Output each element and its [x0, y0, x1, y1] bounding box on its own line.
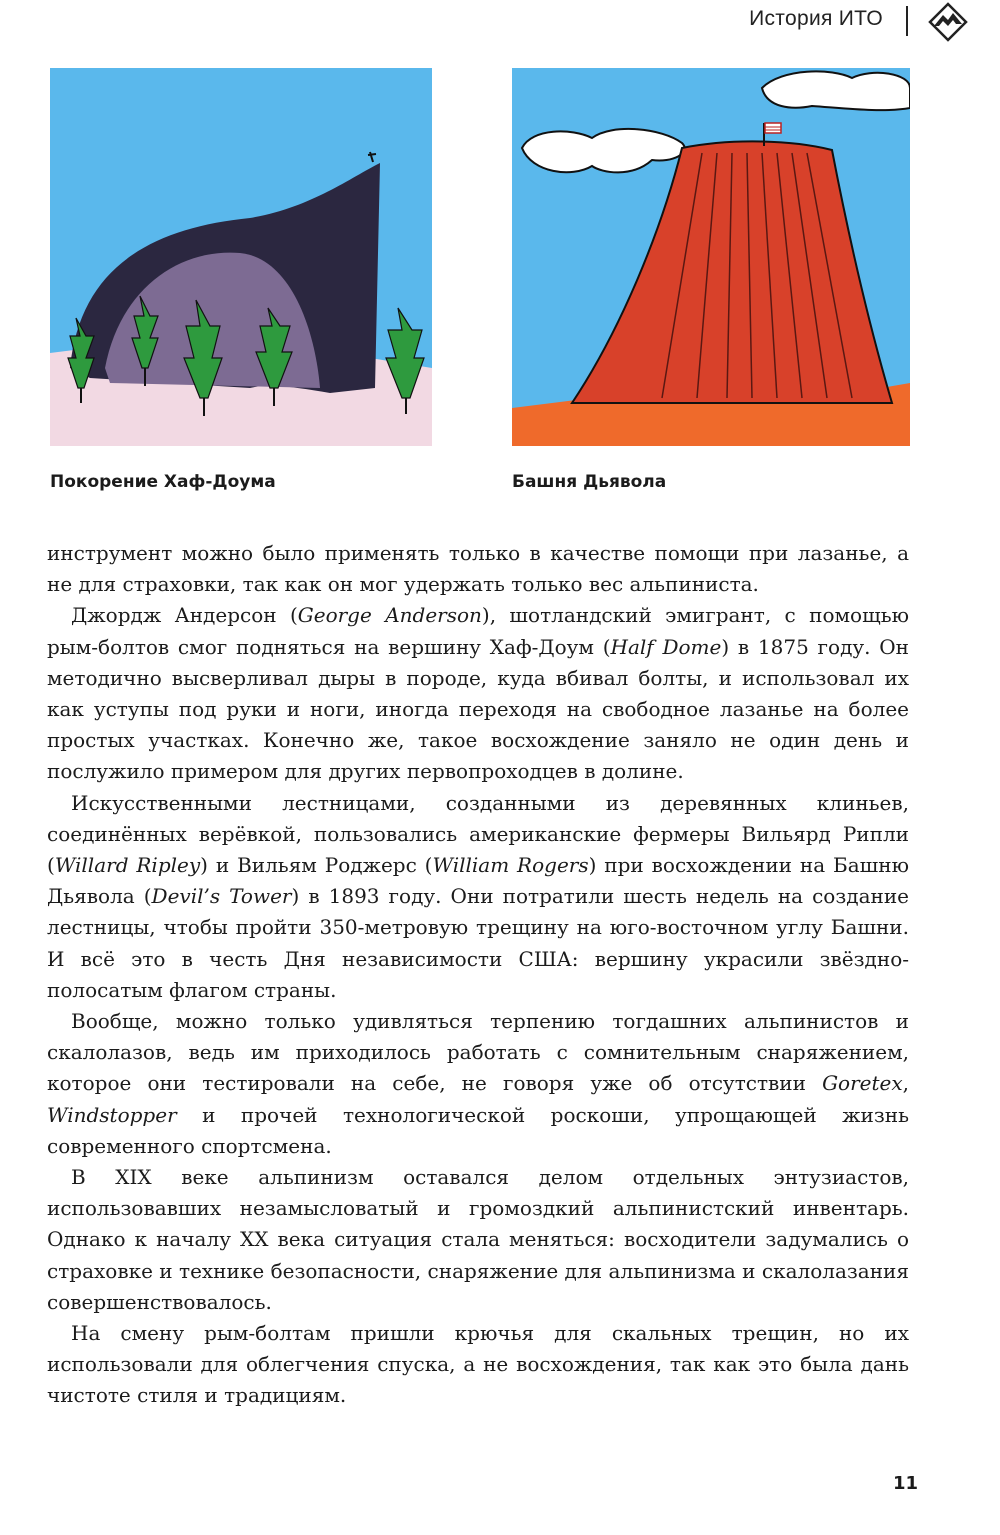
- paragraph: Вообще, можно только удивляться терпению тогдашних альпинистов и скалолазов, ведь им приходилось работать с сомнительным снаряжением, которое они тестировали на себе, не говоря уже об отсутствии Goretex, Windstopper и прочей технологической роскоши, упрощающей жизнь современного спортсмена.: [47, 1009, 909, 1158]
- body-text: [47, 538, 909, 1412]
- half-dome-illustration: [50, 68, 432, 446]
- header-divider: [906, 6, 908, 36]
- figure-caption-half-dome: Покорение Хаф-Доума: [50, 472, 276, 492]
- paragraph: На смену рым-болтам пришли крючья для скальных трещин, но их использовали для облегчения спуска, а не восхождения, так как это была дань чистоте стиля и традициям.: [47, 1321, 909, 1408]
- page-number: 11: [893, 1473, 919, 1494]
- mountain-logo-icon: [928, 2, 968, 42]
- paragraph: Искусственными лестницами, созданными из деревянных клиньев, соединённых верёвкой, пользовались американские фермеры Вильярд Рипли (Willard Ripley) и Вильям Роджерс (William Rogers) при восхождении на Башню Дьявола (Devil’s Tower) в 1893 году. Они потратили шесть недель на создание лестницы, чтобы пройти 350-метровую трещину на юго-восточном углу Башни. И всё это в честь Дня независимости США: вершину украсили звёздно-полосатым флагом страны.: [47, 790, 909, 1002]
- paragraph: Джордж Андерсон (George Anderson), шотландский эмигрант, с помощью рым-болтов смог подняться на вершину Хаф-Доум (Half Dome) в 1875 году. Он методично высверливал дыры в породе, куда вбивал болты, и использовал их как уступы под руки и ноги, иногда переходя на свободное лазанье на более простых участках. Конечно же, такое восхождение заняло не один день и послужило примером для других первопроходцев в долине.: [47, 603, 909, 784]
- running-header-title: История ИТО: [749, 7, 883, 30]
- paragraph: В XIX веке альпинизм оставался делом отдельных энтузиастов, использовавших незамысловатый и громоздкий альпинистский инвентарь. Однако к началу XX века ситуация стала меняться: восходители задумались о страховке и технике безопасности, снаряжение для альпинизма и скалолазания совершенствовалось.: [47, 1165, 909, 1314]
- devils-tower-illustration: [512, 68, 910, 446]
- figure-caption-devils-tower: Башня Дьявола: [512, 472, 667, 492]
- paragraph: инструмент можно было применять только в качестве помощи при лазанье, а не для страховки, так как он мог удержать только вес альпиниста.: [47, 541, 909, 597]
